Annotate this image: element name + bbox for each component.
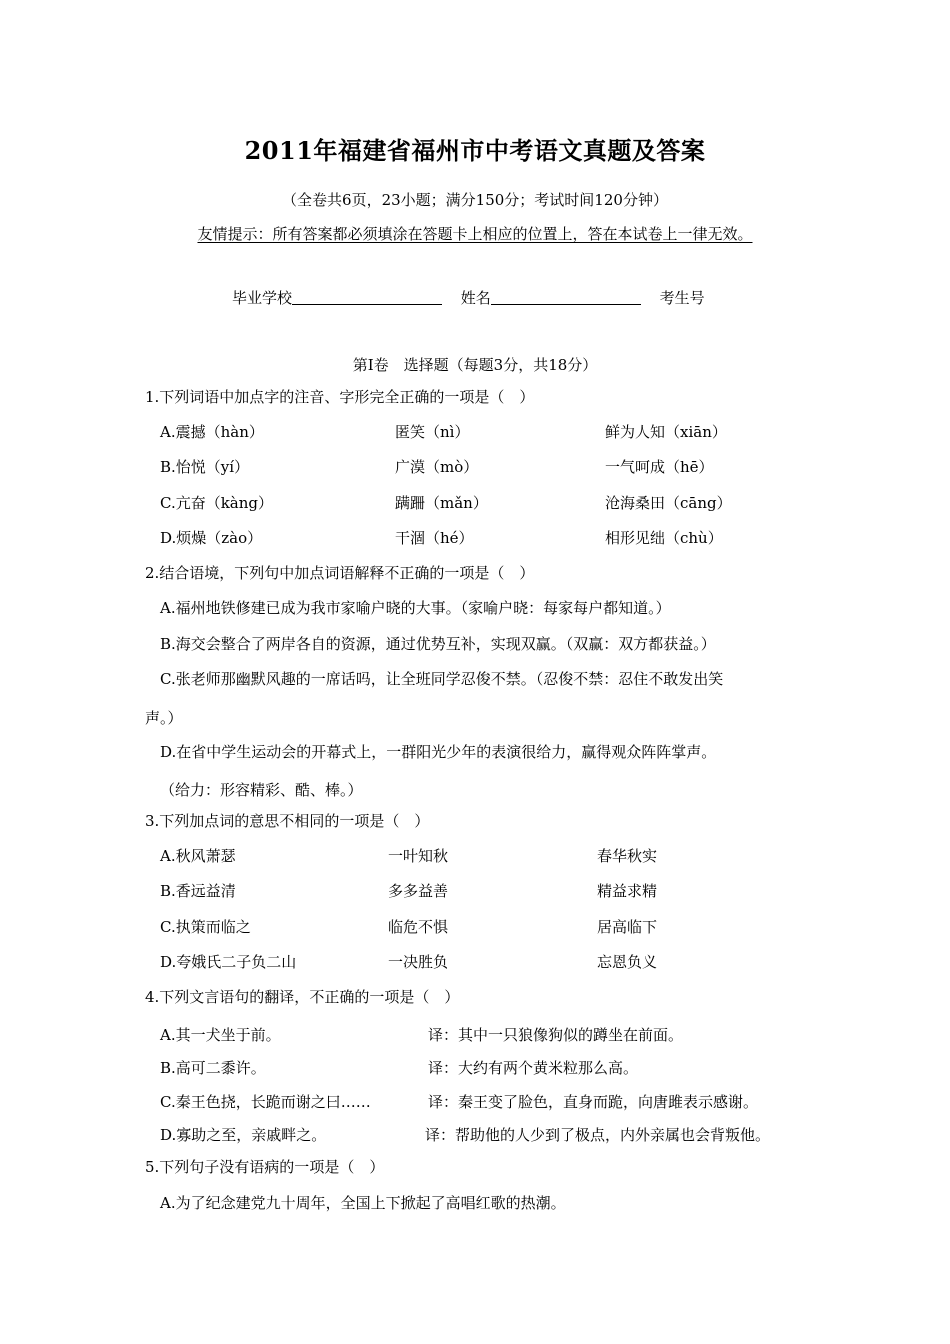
q2-stem: 2.结合语境，下列句中加点词语解释不正确的一项是（ ） — [145, 564, 535, 582]
q4-d-sentence: D.寡助之至，亲戚畔之。 — [160, 1126, 327, 1144]
page-title: 2011年福建省福州市中考语文真题及答案 — [244, 136, 706, 165]
school-blank — [292, 288, 442, 305]
q3-stem: 3.下列加点词的意思不相同的一项是（ ） — [145, 812, 430, 830]
section-heading: 第Ⅰ卷 选择题（每题3分，共18分） — [352, 356, 598, 374]
q3-c-2: 临危不惧 — [388, 918, 449, 936]
q4-c-translation: 译：秦王变了脸色，直身而跪，向唐雎表示感谢。 — [428, 1093, 759, 1111]
q4-a-sentence: A.其一犬坐于前。 — [160, 1026, 281, 1044]
q2-option-c-line1: C.张老师那幽默风趣的一席话吗，让全班同学忍俊不禁。（忍俊不禁：忍住不敢发出笑 — [160, 670, 724, 688]
q1-b-2: 广漠（mò） — [395, 458, 479, 476]
q4-a-translation: 译：其中一只狼像狗似的蹲坐在前面。 — [428, 1026, 684, 1044]
q5-option-a: A.为了纪念建党九十周年，全国上下掀起了高唱红歌的热潮。 — [160, 1194, 566, 1212]
q3-a-3: 春华秋实 — [597, 847, 658, 865]
q1-d-2: 干涸（hé） — [395, 529, 474, 547]
q3-a-1: A.秋风萧瑟 — [160, 847, 236, 865]
q3-c-3: 居高临下 — [597, 918, 658, 936]
q4-b-translation: 译：大约有两个黄米粒那么高。 — [428, 1059, 639, 1077]
q3-d-3: 忘恩负义 — [597, 953, 658, 971]
q1-c-3: 沧海桑田（cāng） — [605, 494, 732, 512]
q4-d-translation: 译：帮助他的人少到了极点，内外亲属也会背叛他。 — [425, 1126, 771, 1144]
q4-b-sentence: B.高可二黍许。 — [160, 1059, 266, 1077]
q1-stem: 1.下列词语中加点字的注音、字形完全正确的一项是（ ） — [145, 388, 535, 406]
q1-b-3: 一气呵成（hē） — [605, 458, 714, 476]
q1-a-2: 匿笑（nì） — [395, 423, 470, 441]
q3-a-2: 一叶知秋 — [388, 847, 449, 865]
q4-stem: 4.下列文言语句的翻译，不正确的一项是（ ） — [145, 988, 460, 1006]
q3-b-3: 精益求精 — [597, 882, 658, 900]
q2-option-a: A.福州地铁修建已成为我市家喻户晓的大事。（家喻户晓：每家每户都知道。） — [160, 599, 671, 617]
q3-b-2: 多多益善 — [388, 882, 449, 900]
q3-d-2: 一决胜负 — [388, 953, 449, 971]
q2-option-d-line2: （给力：形容精彩、酷、棒。） — [160, 781, 363, 799]
q1-d-1: D.烦燥（zào） — [160, 529, 263, 547]
q2-option-c-line2: 声。） — [145, 709, 183, 727]
name-label: 姓名 — [460, 289, 491, 307]
school-label: 毕业学校 — [232, 289, 293, 307]
q1-c-2: 蹒跚（mǎn） — [395, 494, 488, 512]
q1-b-1: B.怡悦（yí） — [160, 458, 250, 476]
q1-a-3: 鲜为人知（xiān） — [605, 423, 727, 441]
name-blank — [491, 288, 641, 305]
q1-a-1: A.震撼（hàn） — [160, 423, 264, 441]
notice-text: 友情提示：所有答案都必须填涂在答题卡上相应的位置上，答在本试卷上一律无效。 — [197, 225, 753, 243]
q4-c-sentence: C.秦王色挠，长跪而谢之曰…… — [160, 1093, 371, 1111]
q3-c-1: C.执策而临之 — [160, 918, 251, 936]
q1-d-3: 相形见绌（chù） — [605, 529, 723, 547]
exam-no-label: 考生号 — [659, 289, 705, 307]
q2-option-b: B.海交会整合了两岸各自的资源，通过优势互补，实现双赢。（双赢：双方都获益。） — [160, 635, 716, 653]
student-info-row — [232, 288, 705, 308]
q3-b-1: B.香远益清 — [160, 882, 236, 900]
exam-subtitle: （全卷共6页，23小题；满分150分；考试时间120分钟） — [282, 191, 668, 209]
q5-stem: 5.下列句子没有语病的一项是（ ） — [145, 1158, 385, 1176]
q2-option-d-line1: D.在省中学生运动会的开幕式上，一群阳光少年的表演很给力，赢得观众阵阵掌声。 — [160, 743, 717, 761]
q3-d-1: D.夸娥氏二子负二山 — [160, 953, 297, 971]
q1-c-1: C.亢奋（kàng） — [160, 494, 274, 512]
